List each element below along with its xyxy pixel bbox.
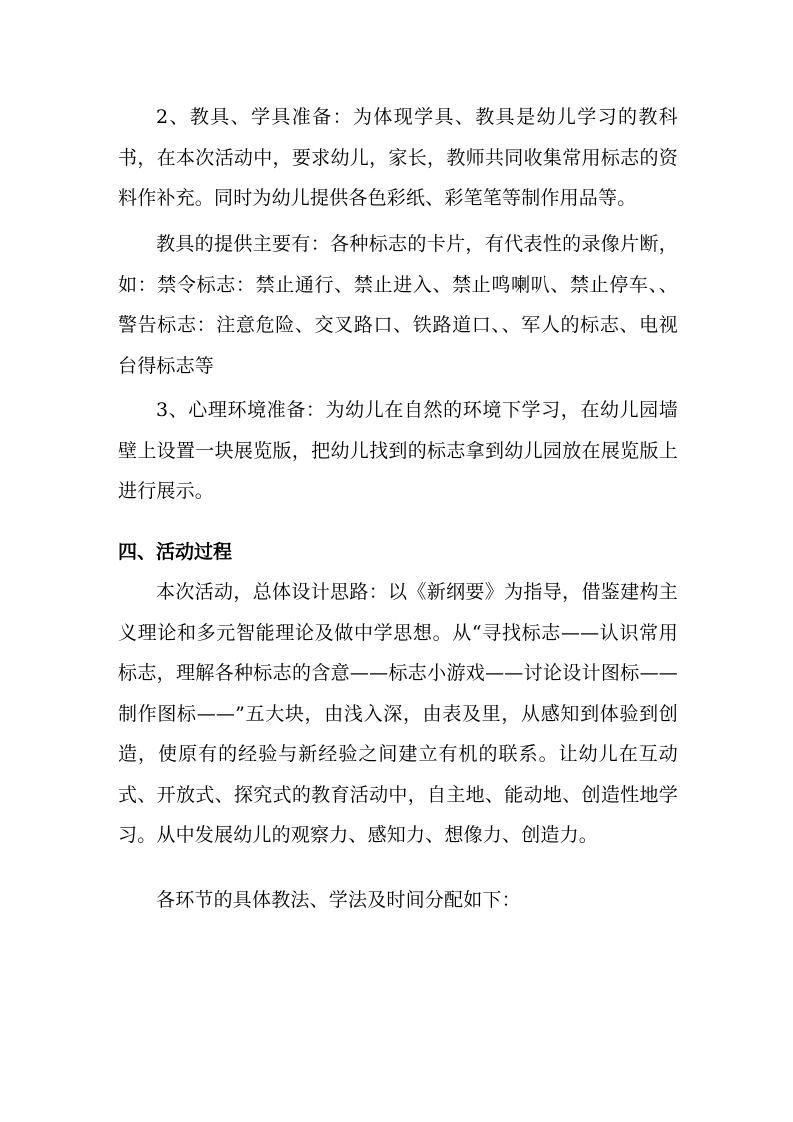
paragraph-materials-preparation: 2、教具、学具准备：为体现学具、教具是幼儿学习的教科书，在本次活动中，要求幼儿，家长，教师共同收集常用标志的资料作补充。同时为幼儿提供各色彩纸、彩笔笔等制作用品等。 xyxy=(118,106,678,209)
paragraph-teaching-aids: 教具的提供主要有：各种标志的卡片，有代表性的录像片断，如：禁令标志：禁止通行、禁止进入、禁止鸣喇叭、禁止停车、、警告标志：注意危险、交叉路口、铁路道口、、军人的标志、电视台得标志等 xyxy=(118,233,678,377)
section-heading-activity-process: 四、活动过程 xyxy=(118,541,233,563)
paragraph-design-approach: 本次活动，总体设计思路：以《新纲要》为指导，借鉴建构主义理论和多元智能理论及做中学思想。从“寻找标志——认识常用标志，理解各种标志的含意——标志小游戏——讨论设计图标——制作图标——”五大块，由浅入深，由表及里，从感知到体验到创造，使原有的经验与新经验之间建立有机的联系。让幼儿在互动式、开放式、探究式的教育活动中，自主地、能动地、创造性地学习。从中发展幼儿的观察力、感知力、想像力、创造力。 xyxy=(118,581,678,846)
paragraph-psychological-environment: 3、心理环境准备：为幼儿在自然的环境下学习，在幼儿园墙壁上设置一块展览版，把幼儿找到的标志拿到幼儿园放在展览版上进行展示。 xyxy=(118,399,678,502)
paragraph-methods-intro: 各环节的具体教法、学法及时间分配如下： xyxy=(156,889,521,911)
